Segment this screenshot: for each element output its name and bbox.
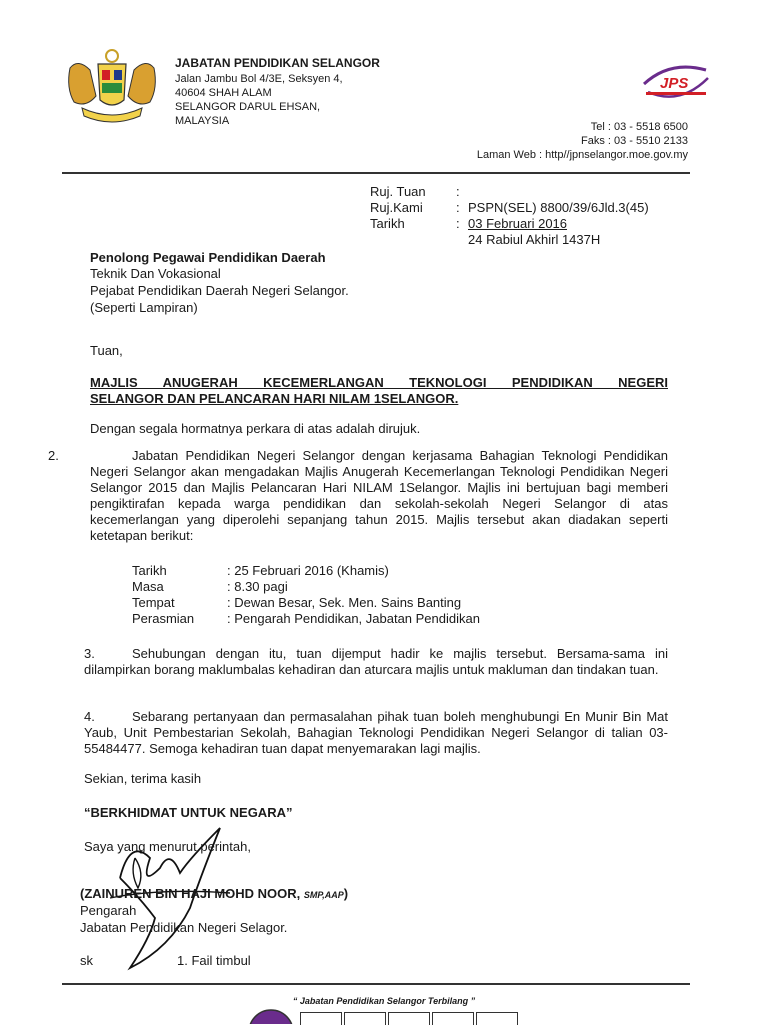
recipient-line-1: Teknik Dan Vokasional	[90, 266, 221, 281]
jps-logo-text: JPS	[660, 75, 689, 92]
footer-divider	[62, 983, 690, 985]
tel: Tel : 03 - 5518 6500	[590, 121, 688, 133]
footer-cert-icon-4	[432, 1012, 474, 1025]
event-value-perasmian: : Pengarah Pendidikan, Jabatan Pendidikan	[227, 611, 480, 626]
subject-line-1	[90, 375, 668, 391]
reference-block: Ruj. Tuan : Ruj.Kami : PSPN(SEL) 8800/39/6Jld.3(45) Tarikh : 03 Februari 2016 24 Rabiul Akhirl 1437H	[370, 184, 708, 248]
address-line-2: 40604 SHAH ALAM	[175, 87, 272, 99]
footer-badge-icon	[246, 1008, 296, 1024]
ruj-kami-value: PSPN(SEL) 8800/39/6Jld.3(45)	[468, 200, 649, 215]
footer-cert-icon-3	[388, 1012, 430, 1025]
signatory-close-paren: )	[343, 886, 349, 901]
address-line-3: SELANGOR DARUL EHSAN,	[175, 101, 321, 113]
footer-cert-icon-2	[344, 1012, 386, 1025]
address-line-1: Jalan Jambu Bol 4/3E, Seksyen 4,	[175, 73, 343, 85]
event-value-tempat: : Dewan Besar, Sek. Men. Sains Banting	[227, 595, 462, 610]
recipient-title: Penolong Pegawai Pendidikan Daerah	[90, 250, 326, 265]
signatory-name: (ZAINUREN BIN HAJI MOHD NOOR,	[80, 886, 301, 901]
signatory-name-row	[80, 886, 348, 903]
event-label-masa: Masa	[132, 579, 164, 594]
ruj-tuan-value	[468, 184, 708, 200]
recipient-line-3: (Seperti Lampiran)	[90, 300, 198, 315]
subject-text-1: MAJLIS ANUGERAH KECEMERLANGAN TEKNOLOGI PENDIDIKAN NEGERI	[90, 375, 668, 390]
paragraph-4-number: 4.	[84, 709, 95, 724]
cc-item: 1. Fail timbul	[177, 953, 251, 968]
address-line-4: MALAYSIA	[175, 115, 230, 127]
event-value-masa: : 8.30 pagi	[227, 579, 288, 594]
ruj-tuan-label: Ruj. Tuan	[370, 184, 426, 199]
signatory-department: Jabatan Pendidikan Negeri Selagor.	[80, 920, 288, 935]
fax: Faks : 03 - 5510 2133	[580, 135, 688, 147]
paragraph-2-number: 2.	[48, 448, 59, 463]
event-label-tarikh: Tarikh	[132, 563, 167, 578]
paragraph-2-text: Jabatan Pendidikan Negeri Selangor dengan kerjasama Bahagian Teknologi Pendidikan Negeri Selangor akan mengadakan Majlis Anugerah Kecemerlangan Teknologi Pendidikan Negeri Selangor 2015 dan Majlis Pelancaran Hari NILAM 1Selangor. Majlis ini bertujuan bagi memberi pengiktirafan kepada warga pendidikan dan sekolah-sekolah Negeri Selangor di atas kecemerlangan yang diperolehi sepanjang tahun 2015. Majlis tersebut akan diadakan seperti ketetapan berikut:	[90, 448, 668, 543]
website: Laman Web : http//jpnselangor.moe.gov.my	[476, 149, 688, 161]
ruj-kami-label: Ruj.Kami	[370, 200, 423, 215]
paragraph-4	[84, 709, 668, 757]
order-line: Saya yang menurut perintah,	[84, 839, 251, 854]
event-details	[132, 563, 527, 627]
paragraph-1: Dengan segala hormatnya perkara di atas adalah dirujuk.	[90, 421, 421, 436]
signatory-position: Pengarah	[80, 903, 137, 918]
closing: Sekian, terima kasih	[84, 771, 202, 786]
org-name: JABATAN PENDIDIKAN SELANGOR	[175, 56, 380, 70]
paragraph-3-number: 3.	[84, 646, 95, 661]
cc-label: sk	[80, 953, 93, 968]
jps-logo-icon	[640, 58, 712, 104]
state-crest-logo	[60, 48, 164, 130]
hijri-date: 24 Rabiul Akhirl 1437H	[468, 232, 601, 247]
motto: “BERKHIDMAT UNTUK NEGARA”	[84, 805, 293, 820]
paragraph-3	[84, 646, 668, 678]
event-label-perasmian: Perasmian	[132, 611, 195, 626]
salutation: Tuan,	[90, 343, 123, 358]
header-divider	[62, 172, 690, 174]
event-label-tempat: Tempat	[132, 595, 175, 610]
tarikh-label: Tarikh	[370, 216, 405, 231]
signatory-honorific: SMP,AAP	[303, 890, 344, 900]
event-value-tarikh: : 25 Februari 2016 (Khamis)	[227, 563, 389, 578]
paragraph-2	[48, 448, 668, 544]
subject-line-2: SELANGOR DAN PELANCARAN HARI NILAM 1SELANGOR.	[90, 391, 459, 406]
paragraph-4-text: Sebarang pertanyaan dan permasalahan pihak tuan boleh menghubungi En Munir Bin Mat Yaub, Unit Pembestarian Sekolah, Bahagian Teknologi Pendidikan Negeri Selangor di talian 03-55484477. Semoga kehadiran tuan dapat menyemarakan lagi majlis.	[84, 709, 668, 756]
paragraph-3-text: Sehubungan dengan itu, tuan dijemput hadir ke majlis tersebut. Bersama-sama ini dilampirkan borang maklumbalas kehadiran dan aturcara majlis untuk makluman dan tindakan tuan.	[84, 646, 668, 677]
tarikh-value: 03 Februari 2016	[468, 216, 568, 231]
footer-cert-icon-5	[476, 1012, 518, 1025]
footer-cert-icon-1	[300, 1012, 342, 1025]
footer-slogan: “ Jabatan Pendidikan Selangor Terbilang ”	[292, 996, 476, 1006]
recipient-line-2: Pejabat Pendidikan Daerah Negeri Selangor.	[90, 283, 349, 298]
